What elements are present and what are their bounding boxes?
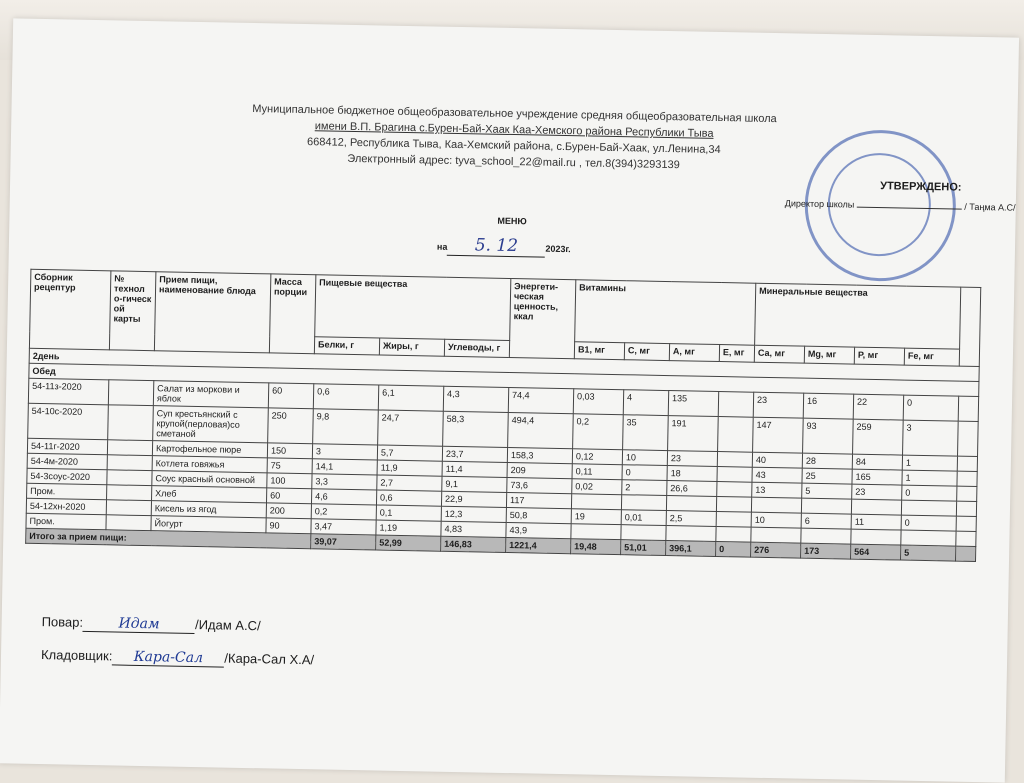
date-prefix: на (436, 241, 448, 252)
cell-carbs: 58,3 (443, 411, 509, 447)
cell-carbs: 4,83 (441, 521, 506, 537)
total-mg: 173 (801, 543, 851, 559)
cell-fat: 6,1 (378, 385, 443, 411)
cell-fe: 1 (902, 455, 957, 471)
cook-handwritten-signature: Идам (83, 615, 195, 634)
cell-b1: 0,11 (572, 464, 622, 480)
school-name-line: Муниципальное бюджетное общеобразовательное учреждение средняя общеобразовательная школа (252, 103, 777, 126)
cell-c: 0,01 (621, 510, 666, 526)
cell-empty (958, 396, 978, 421)
cell-empty (957, 486, 977, 501)
cell-empty (956, 516, 976, 531)
cell-name: Хлеб (152, 486, 267, 503)
cell-kcal: 209 (507, 462, 572, 478)
cell-kcal: 50,8 (506, 507, 571, 523)
cell-fat: 11,9 (377, 460, 442, 476)
cell-e (717, 482, 752, 498)
cell-name: Соус красный основной (152, 471, 267, 488)
subheader-fat: Жиры, г (379, 338, 444, 356)
subheader-protein: Белки, г (314, 337, 379, 355)
cell-protein: 0,6 (313, 384, 378, 410)
cell-mg: 25 (802, 468, 852, 484)
school-name-line2: имени В.П. Брагина с.Бурен-Бай-Хаак Каа-Хемского района Республики Тыва (314, 120, 714, 140)
cell-name: Салат из моркови и яблок (153, 381, 268, 408)
subheader-e: Е, мг (719, 345, 754, 363)
col-minerals: Минеральные вещества (755, 283, 961, 349)
cell-e (716, 512, 751, 528)
total-carbs: 146,83 (441, 536, 506, 552)
subheader-p: Р, мг (854, 347, 904, 365)
col-nutrients: Пищевые вещества (315, 275, 511, 341)
cell-mass: 200 (266, 503, 311, 519)
cell-p: 259 (853, 419, 904, 455)
cell-empty (957, 471, 977, 486)
cell-b1: 19 (571, 509, 621, 525)
cell-tech (106, 515, 151, 531)
cell-mass: 90 (266, 518, 311, 534)
cell-mass: 100 (267, 473, 312, 489)
cell-mass: 60 (266, 488, 311, 504)
total-fat: 52,99 (376, 535, 441, 551)
cell-p (851, 529, 901, 545)
col-empty (959, 287, 981, 366)
director-name: / Таңма А.С/ (964, 201, 1016, 213)
cell-e (717, 452, 752, 468)
date-suffix: 2023г. (545, 243, 571, 255)
cell-name: Кисель из ягод (151, 501, 266, 518)
total-empty (956, 546, 976, 561)
cell-name: Йогурт (151, 516, 266, 533)
total-label: Итого за прием пищи: (26, 528, 311, 548)
cell-carbs: 22,9 (441, 491, 506, 507)
storekeeper-handwritten-signature: Кара-Сал (112, 648, 224, 667)
cell-empty (956, 501, 976, 516)
cell-fe: 1 (902, 470, 957, 486)
cell-mg: 6 (801, 513, 851, 529)
cell-kcal: 73,6 (507, 477, 572, 493)
cell-a: 191 (668, 416, 719, 452)
cell-code: 54-4м-2020 (27, 453, 107, 470)
cell-b1: 0,03 (573, 389, 623, 415)
total-kcal: 1221,4 (506, 537, 571, 553)
approval-title: УТВЕРЖДЕНО: (880, 180, 962, 194)
cell-code: 54-11з-2020 (28, 378, 108, 405)
cell-carbs: 23,7 (442, 446, 507, 462)
cell-ca (751, 497, 801, 513)
cook-label: Повар: (41, 614, 84, 630)
cell-code: 54-11г-2020 (27, 438, 107, 455)
cell-carbs: 4,3 (443, 386, 508, 412)
col-energy: Энергети-ческая ценность, ккал (509, 279, 576, 359)
cell-mass: 250 (268, 408, 314, 444)
cell-e (717, 467, 752, 483)
subheader-c: С, мг (624, 343, 669, 361)
cell-fat: 1,19 (376, 520, 441, 536)
cell-ca (751, 527, 801, 543)
cell-tech (107, 470, 152, 486)
meal-label: Обед (29, 363, 979, 396)
cell-fat: 5,7 (377, 445, 442, 461)
school-contacts: Электронный адрес: tyva_school_22@mail.ru , тел.8(394)3293139 (347, 152, 680, 172)
cell-a: 2,5 (666, 511, 716, 527)
total-b1: 19,48 (571, 539, 621, 555)
cell-b1: 0,12 (572, 449, 622, 465)
menu-title: МЕНЮ (497, 215, 527, 227)
cell-ca: 147 (753, 417, 804, 453)
cell-p: 165 (852, 469, 902, 485)
cell-c: 0 (622, 465, 667, 481)
cell-c (621, 525, 666, 541)
cook-name: /Идам А.С/ (194, 617, 261, 634)
col-tech-card: № технол о-гическ ой карты (109, 271, 156, 351)
cell-carbs: 11,4 (442, 461, 507, 477)
cell-tech (108, 405, 154, 441)
cell-kcal: 43,9 (506, 522, 571, 538)
cell-ca: 13 (752, 482, 802, 498)
cell-c: 2 (622, 480, 667, 496)
cell-fe (901, 500, 956, 516)
cell-a (666, 496, 716, 512)
cell-tech (107, 485, 152, 501)
cell-fe: 3 (903, 420, 959, 456)
cell-mg: 16 (803, 393, 853, 419)
total-ca: 276 (751, 542, 801, 558)
col-vitamins: Витамины (575, 280, 756, 345)
storekeeper-signature (41, 647, 314, 669)
cell-tech (108, 380, 153, 406)
cell-carbs: 9,1 (442, 476, 507, 492)
cell-empty (958, 421, 979, 456)
cell-fe: 0 (902, 485, 957, 501)
cell-name: Картофельное пюре (152, 441, 267, 458)
cell-mg: 28 (802, 453, 852, 469)
cell-b1: 0,2 (573, 414, 624, 450)
cell-p: 84 (852, 454, 902, 470)
cell-fe (901, 530, 956, 546)
cell-fat: 24,7 (378, 410, 444, 446)
col-collection: Сборник рецептур (29, 269, 111, 350)
cell-e (718, 392, 753, 418)
cell-e (716, 497, 751, 513)
cell-tech (107, 455, 152, 471)
cell-ca: 10 (751, 512, 801, 528)
cell-code: 54-10с-2020 (28, 403, 109, 440)
cell-protein: 3 (312, 444, 377, 460)
cell-p: 11 (851, 514, 901, 530)
handwritten-date: 5. 12 (447, 235, 545, 258)
cell-a: 18 (667, 466, 717, 482)
cell-protein: 3,47 (311, 519, 376, 535)
cell-b1: 0,02 (572, 479, 622, 495)
cell-protein: 4,6 (311, 489, 376, 505)
school-address: 668412, Республика Тыва, Каа-Хемский района, с.Бурен-Бай-Хаак, ул.Ленина,34 (306, 136, 721, 157)
cell-mass: 75 (267, 458, 312, 474)
cell-a: 23 (667, 451, 717, 467)
cell-c: 10 (622, 450, 667, 466)
subheader-a: А, мг (669, 344, 719, 362)
cell-a: 26,6 (667, 481, 717, 497)
cell-kcal: 117 (506, 492, 571, 508)
cell-fat: 0,6 (376, 490, 441, 506)
director-label: Директор школы (784, 198, 855, 210)
subheader-mg: Mg, мг (804, 346, 854, 364)
col-portion: Масса порции (269, 274, 316, 354)
cell-empty (957, 456, 977, 471)
table-header-row (30, 269, 981, 349)
cell-protein: 9,8 (313, 409, 379, 445)
total-a: 396,1 (666, 541, 716, 557)
cell-a (666, 526, 716, 542)
cell-b1 (571, 494, 621, 510)
cell-fe: 0 (901, 515, 956, 531)
subheader-fe: Fe, мг (904, 348, 959, 366)
total-fe: 5 (901, 545, 956, 561)
cell-kcal: 74,4 (508, 387, 573, 413)
cell-ca: 40 (752, 452, 802, 468)
cell-a: 135 (668, 391, 718, 417)
cell-protein: 0,2 (311, 504, 376, 520)
cell-tech (106, 500, 151, 516)
cell-protein: 3,3 (312, 474, 377, 490)
subheader-carbs: Углеводы, г (444, 339, 509, 357)
total-protein: 39,07 (311, 534, 376, 550)
cell-ca: 43 (752, 467, 802, 483)
menu-table (25, 269, 981, 562)
cell-mg: 93 (803, 418, 854, 454)
col-meal: Прием пищи, наименование блюда (154, 272, 270, 353)
cell-mass: 150 (267, 443, 312, 459)
storekeeper-name: /Кара-Сал Х.А/ (224, 650, 315, 668)
subheader-b1: В1, мг (574, 342, 624, 360)
cell-name: Котлета говяжья (152, 456, 267, 473)
cell-e (718, 417, 754, 453)
cell-fat: 2,7 (377, 475, 442, 491)
storekeeper-label: Кладовщик: (40, 647, 113, 664)
subheader-ca: Са, мг (754, 345, 804, 363)
menu-rows (26, 378, 979, 546)
day-label: 2день (29, 348, 979, 381)
cell-name: Суп крестьянский с крупой(перловая)со сметаной (153, 406, 269, 443)
cell-tech (107, 440, 152, 456)
cell-p: 23 (852, 484, 902, 500)
cell-carbs: 12,3 (441, 506, 506, 522)
menu-date (437, 235, 571, 259)
cell-code: 54-3соус-2020 (27, 468, 107, 485)
cell-mg (801, 528, 851, 544)
cell-ca: 23 (753, 392, 803, 418)
cell-protein: 14,1 (312, 459, 377, 475)
cell-fat: 0,1 (376, 505, 441, 521)
total-e: 0 (716, 541, 751, 557)
cell-fe: 0 (903, 395, 959, 421)
cell-e (716, 526, 751, 542)
cell-b1 (571, 524, 621, 540)
cell-code: 54-12хн-2020 (26, 498, 106, 515)
signature-underline (857, 207, 962, 210)
cell-code: Пром. (26, 513, 106, 530)
menu-document (0, 18, 1019, 782)
total-c: 51,01 (621, 540, 666, 556)
cell-code: Пром. (27, 483, 107, 500)
cell-c: 4 (623, 390, 668, 416)
cell-kcal: 494,4 (508, 412, 574, 448)
cell-mass: 60 (268, 383, 313, 409)
cell-c (621, 495, 666, 511)
cell-mg: 5 (802, 483, 852, 499)
cell-c: 35 (623, 415, 669, 451)
cell-p (851, 499, 901, 515)
cell-mg (801, 498, 851, 514)
total-p: 564 (851, 544, 901, 560)
cell-kcal: 158,3 (507, 447, 572, 463)
cell-empty (956, 531, 976, 546)
cook-signature (41, 614, 260, 635)
cell-p: 22 (853, 394, 903, 420)
